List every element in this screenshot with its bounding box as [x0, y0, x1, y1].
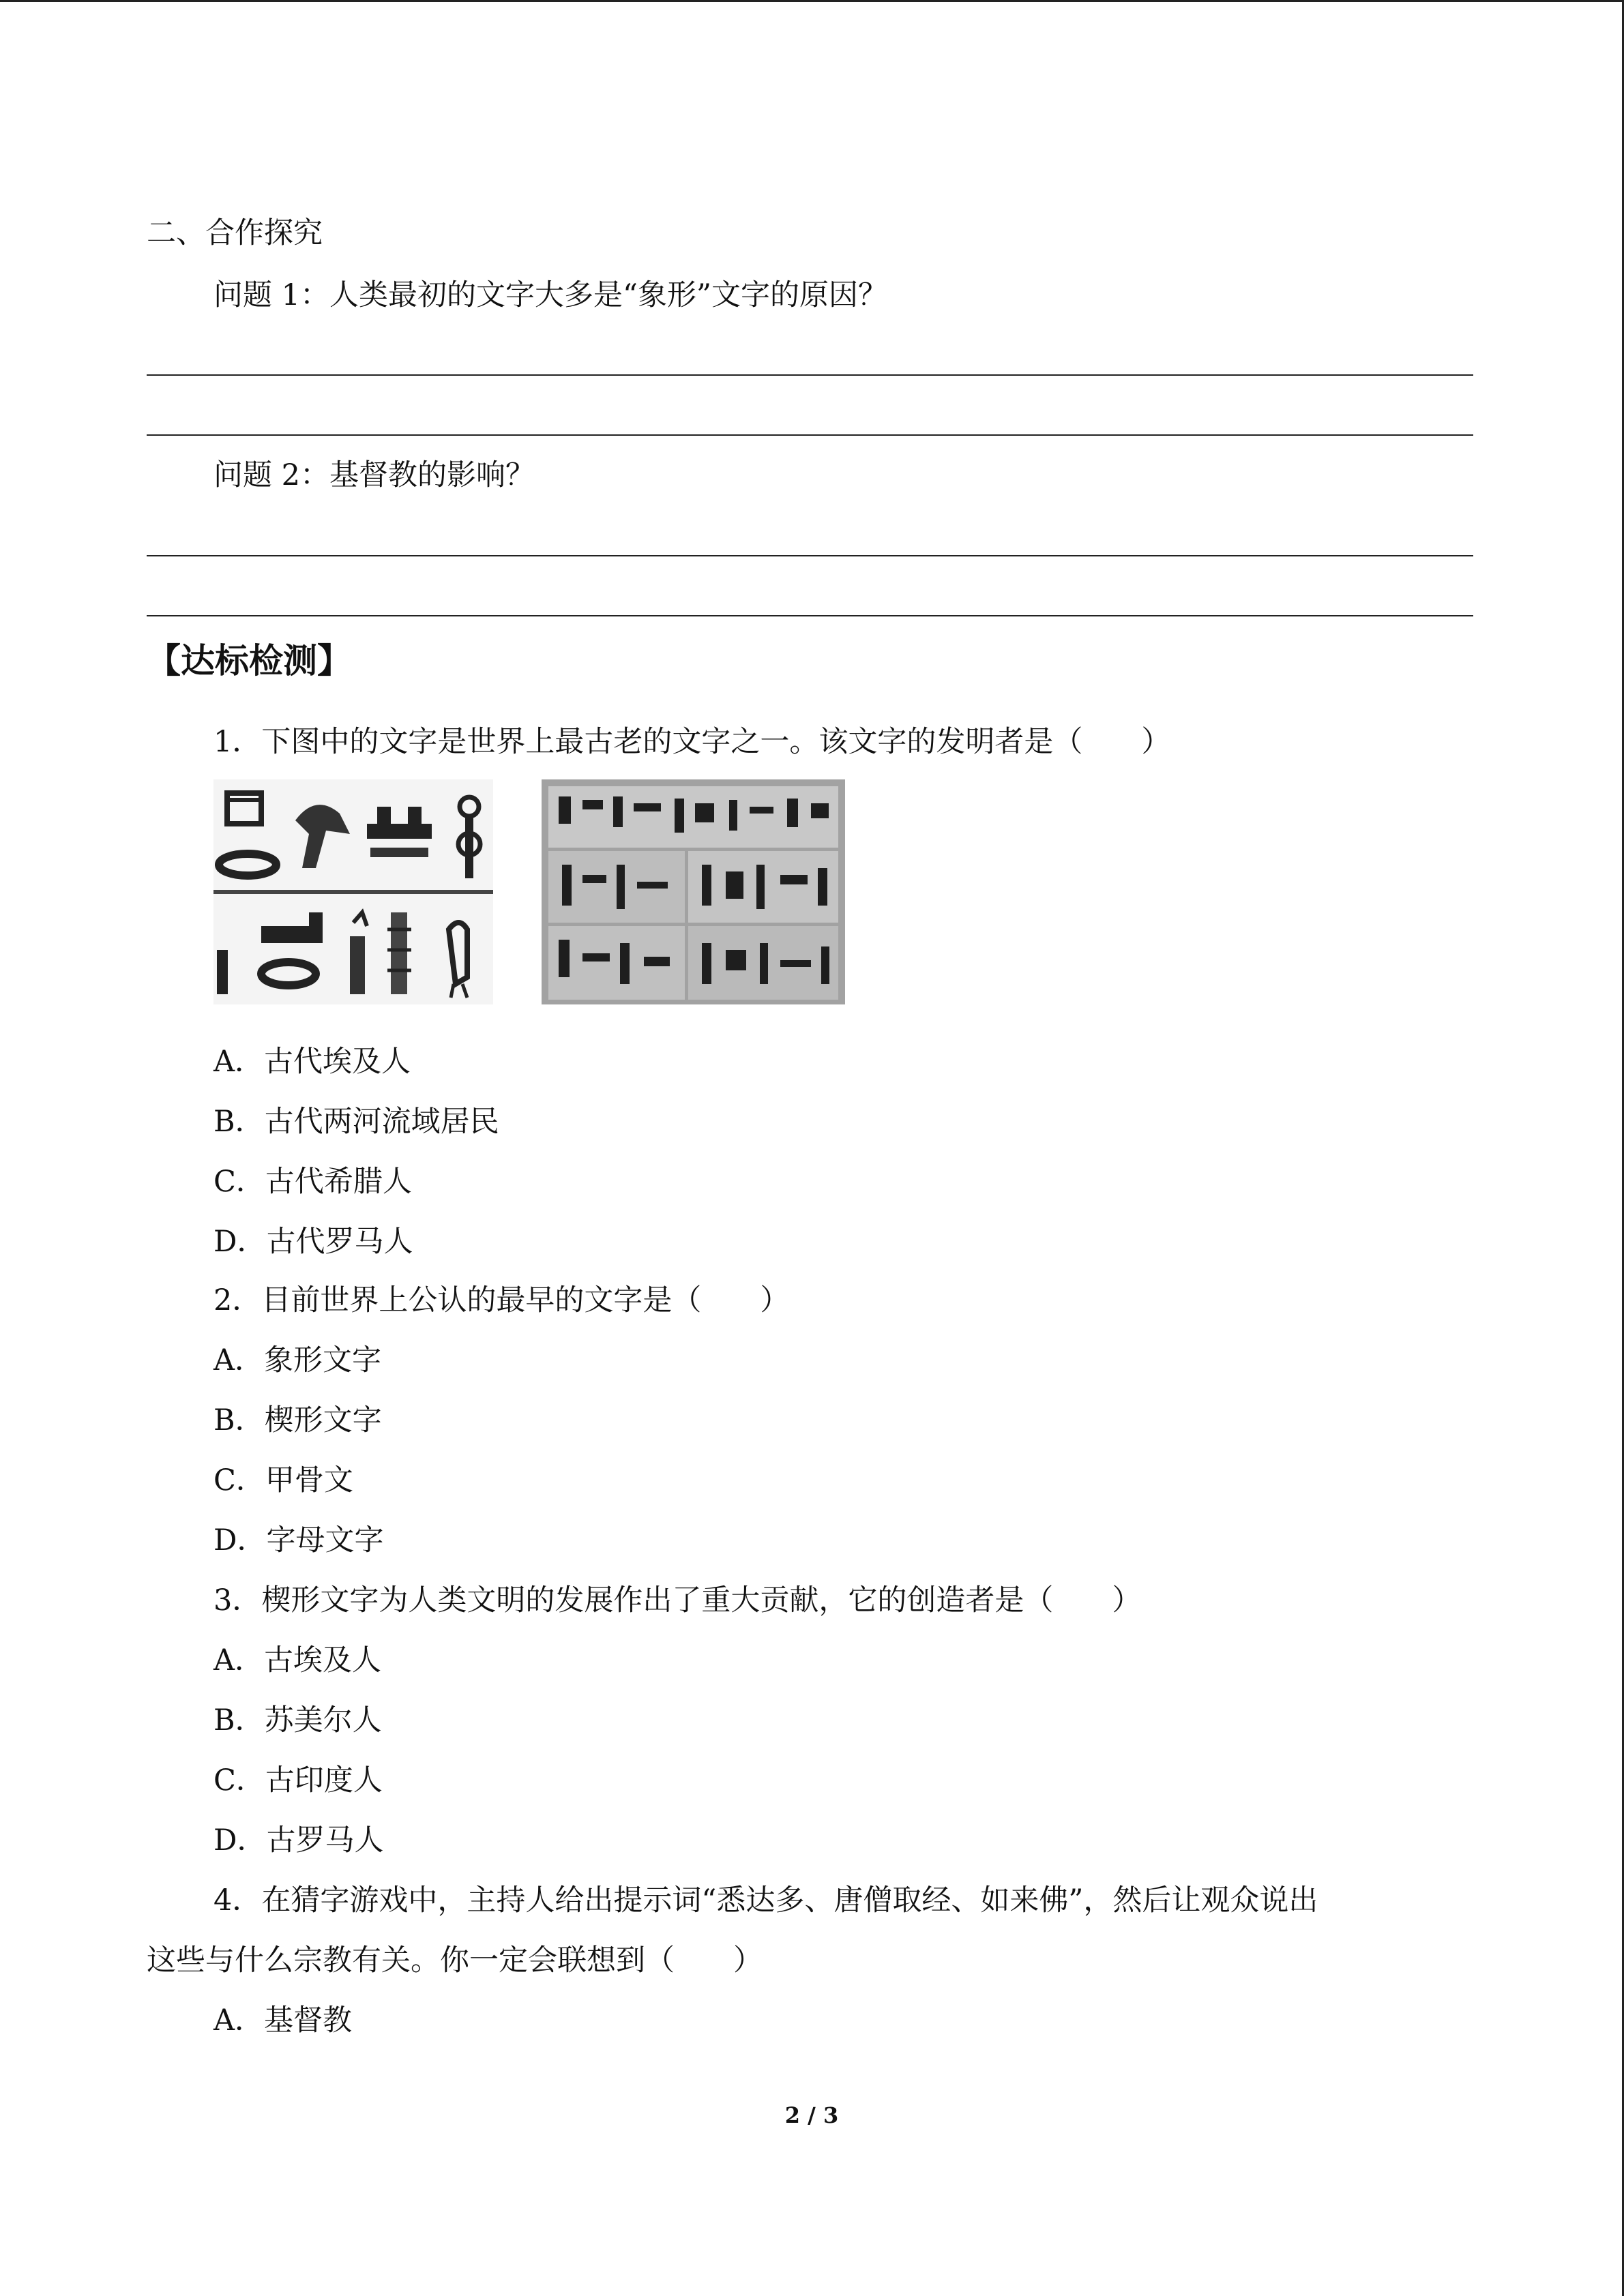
answer-line [147, 434, 1473, 436]
q1-option-a: A．古代埃及人 [213, 1045, 411, 1079]
quiz-question-3: 3．楔形文字为人类文明的发展作出了重大贡献，它的创造者是（ ） [213, 1583, 1142, 1617]
hieroglyph-image-left [213, 779, 493, 1004]
q3-option-b: B．苏美尔人 [213, 1703, 382, 1738]
q1-option-c: C．古代希腊人 [213, 1165, 412, 1199]
q2-option-a: A．象形文字 [213, 1343, 382, 1377]
quiz-question-4-line1: 4．在猜字游戏中，主持人给出提示词“悉达多、唐僧取经、如来佛”，然后让观众说出 [213, 1883, 1318, 1918]
q3-option-a: A．古埃及人 [213, 1643, 382, 1678]
q3-option-c: C．古印度人 [213, 1763, 383, 1798]
page-number: 2 / 3 [784, 2102, 839, 2128]
hieroglyph-drawing [213, 779, 493, 1004]
answer-line [147, 615, 1473, 616]
q1-option-d: D．古代罗马人 [213, 1225, 413, 1259]
q2-option-b: B．楔形文字 [213, 1403, 382, 1437]
inscription-image-right [542, 779, 845, 1004]
answer-line [147, 374, 1473, 376]
inscription-drawing [542, 779, 845, 1004]
section-title-assessment: 【达标检测】 [147, 641, 351, 681]
q2-option-d: D．字母文字 [213, 1523, 384, 1557]
q3-option-d: D．古罗马人 [213, 1823, 384, 1858]
quiz-question-2: 2．目前世界上公认的最早的文字是（ ） [213, 1283, 790, 1317]
page-top-border [0, 0, 1624, 2]
q4-option-a: A．基督教 [213, 2003, 353, 2038]
q1-option-b: B．古代两河流域居民 [213, 1105, 499, 1139]
quiz-question-4-line2: 这些与什么宗教有关。你一定会联想到（ ） [147, 1943, 763, 1978]
question-1-text: 问题 1：人类最初的文字大多是“象形”文字的原因？ [213, 278, 887, 312]
q2-option-c: C．甲骨文 [213, 1463, 353, 1497]
answer-line [147, 555, 1473, 556]
section-title-cooperative-inquiry: 二、合作探究 [147, 216, 323, 250]
question-2-text: 问题 2：基督教的影响？ [213, 458, 535, 492]
quiz-question-1: 1．下图中的文字是世界上最古老的文字之一。该文字的发明者是（ ） [213, 725, 1171, 759]
